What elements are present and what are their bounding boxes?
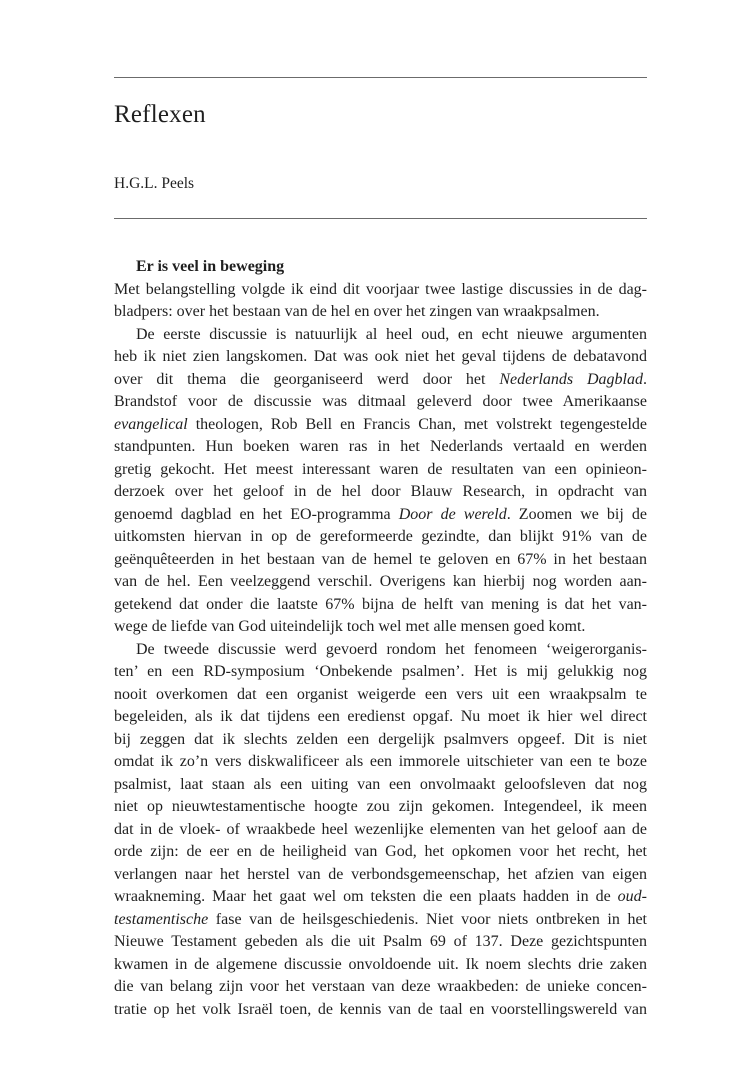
text-line (114, 639, 647, 662)
text-line (114, 864, 647, 887)
text-line (114, 976, 647, 999)
text-segment: geënquêteerden in het bestaan van de hemel te geloven en 67% in het bestaan (114, 550, 647, 568)
text-line (114, 391, 647, 414)
text-line (114, 279, 647, 302)
bottom-rule (114, 218, 647, 219)
text-segment: Er is veel in beweging (136, 258, 285, 275)
text-line (114, 774, 647, 797)
text-line (114, 436, 647, 459)
text-segment: van de hel. Een veelzeggend verschil. Overigens kan hierbij nog worden aan- (114, 573, 647, 590)
text-segment: De eerste discussie is natuurlijk al heel oud, en echt nieuwe argumenten (136, 325, 647, 343)
text-segment: Brandstof voor de discussie was ditmaal geleverd door twee Amerikaanse (114, 393, 647, 410)
text-line (114, 504, 647, 527)
top-rule (114, 77, 647, 78)
italic-text: Door de wereld (398, 505, 507, 523)
text-line (114, 346, 647, 369)
text-segment: niet op nieuwtestamentische hoogte zou zijn gekomen. Integendeel, ik meen (114, 798, 647, 815)
text-segment: begeleiden, als ik dat tijdens een eredienst opgaf. Nu moet ik hier wel direct (114, 708, 647, 725)
text-line (114, 841, 647, 864)
text-line (114, 729, 647, 752)
italic-text: evangelical (114, 415, 188, 433)
text-line (114, 954, 647, 977)
text-segment: die van belang zijn voor het verstaan van deze wraakbeden: de unieke concen- (114, 978, 647, 995)
text-line (114, 526, 647, 549)
text-line (114, 414, 647, 437)
text-line (114, 459, 647, 482)
author-name: H.G.L. Peels (114, 175, 195, 192)
italic-text: Nederlands Dagblad (499, 370, 644, 388)
text-segment: tratie op het volk Israël toen, de kennis van de taal en voorstellingswereld van (114, 1000, 647, 1018)
text-line (114, 369, 647, 392)
text-segment: psalmist, laat staan als een uiting van een onvolmaakt geloofsleven dat nog (114, 775, 647, 793)
text-line (114, 324, 647, 347)
text-line (114, 706, 647, 729)
text-segment: . (643, 370, 648, 388)
text-line (114, 301, 647, 324)
italic-text: testamentische (114, 910, 209, 928)
text-line (114, 661, 647, 684)
text-segment: getekend dat onder die laatste 67% bijna de helft van mening is dat het van- (114, 595, 647, 613)
text-line (114, 751, 647, 774)
text-line (114, 481, 647, 504)
text-segment: nooit overkomen dat een organist weigerde een vers uit een wraakpsalm te (114, 685, 647, 703)
text-segment: . Zoomen we bij de (506, 505, 648, 523)
text-line (114, 819, 647, 842)
text-line (114, 684, 647, 707)
text-segment: heb ik niet zien langskomen. Dat was ook niet het geval tijdens de debatavond (114, 348, 647, 365)
text-segment: verlangen naar het herstel van de verbondsgemeenschap, het afzien van eigen (114, 865, 647, 883)
text-line (114, 571, 647, 594)
section-heading (114, 256, 647, 279)
text-segment: uitkomsten hiervan in op de gereformeerde gezindte, dan blijkt 91% van de (114, 528, 647, 545)
text-line (114, 796, 647, 819)
text-segment: Met belangstelling volgde ik eind dit voorjaar twee lastige discussies in de dag- (114, 280, 647, 298)
text-segment: wege de liefde van God uiteindelijk toch wel met alle mensen goed komt. (114, 618, 586, 635)
article-body (114, 256, 647, 1021)
text-line (114, 886, 647, 909)
text-line (114, 999, 647, 1022)
text-segment: kwamen in de algemene discussie onvoldoende uit. Ik noem slechts drie zaken (114, 955, 647, 973)
text-segment: ten’ en een RD-symposium ‘Onbekende psalmen’. Het is mij gelukkig nog (114, 663, 647, 680)
text-segment: dat in de vloek- of wraakbede heel wezenlijke elementen van het geloof aan de (114, 820, 647, 838)
text-segment: over dit thema die georganiseerd werd door het (114, 370, 500, 388)
text-segment: omdat ik zo’n vers diskwalificeer als een immorele uitschieter van een te boze (114, 753, 647, 770)
text-segment: bladpers: over het bestaan van de hel en over het zingen van wraakpsalmen. (114, 303, 600, 320)
text-segment: bij zeggen dat ik slechts zelden een dergelijk psalmvers opgeef. Dit is niet (114, 730, 647, 748)
text-segment: standpunten. Hun boeken waren ras in het Nederlands vertaald en werden (114, 438, 647, 455)
text-segment: De tweede discussie werd gevoerd rondom het fenomeen ‘weigerorganis- (136, 640, 647, 658)
text-line (114, 909, 647, 932)
text-line (114, 594, 647, 617)
text-line (114, 616, 647, 639)
text-segment: fase van de heilsgeschiedenis. Niet voor niets ontbreken in het (208, 910, 647, 928)
text-segment: genoemd dagblad en het EO-programma (114, 505, 399, 523)
text-line (114, 549, 647, 572)
text-segment: gretig gekocht. Het meest interessant waren de resultaten van een opinieon- (114, 460, 647, 478)
text-segment: orde zijn: de eer en de heiligheid van God, het opkomen voor het recht, het (114, 843, 647, 860)
article-title: Reflexen (114, 101, 206, 128)
text-segment: derzoek over het geloof in de hel door Blauw Research, in opdracht van (114, 483, 647, 500)
text-line (114, 931, 647, 954)
text-segment: Nieuwe Testament gebeden als die uit Psalm 69 of 137. Deze gezichtspunten (114, 933, 647, 950)
text-segment: wraakneming. Maar het gaat wel om teksten die een plaats hadden in de (114, 888, 618, 905)
italic-text: oud- (617, 888, 647, 905)
text-segment: theologen, Rob Bell en Francis Chan, met volstrekt tegengestelde (187, 415, 647, 433)
